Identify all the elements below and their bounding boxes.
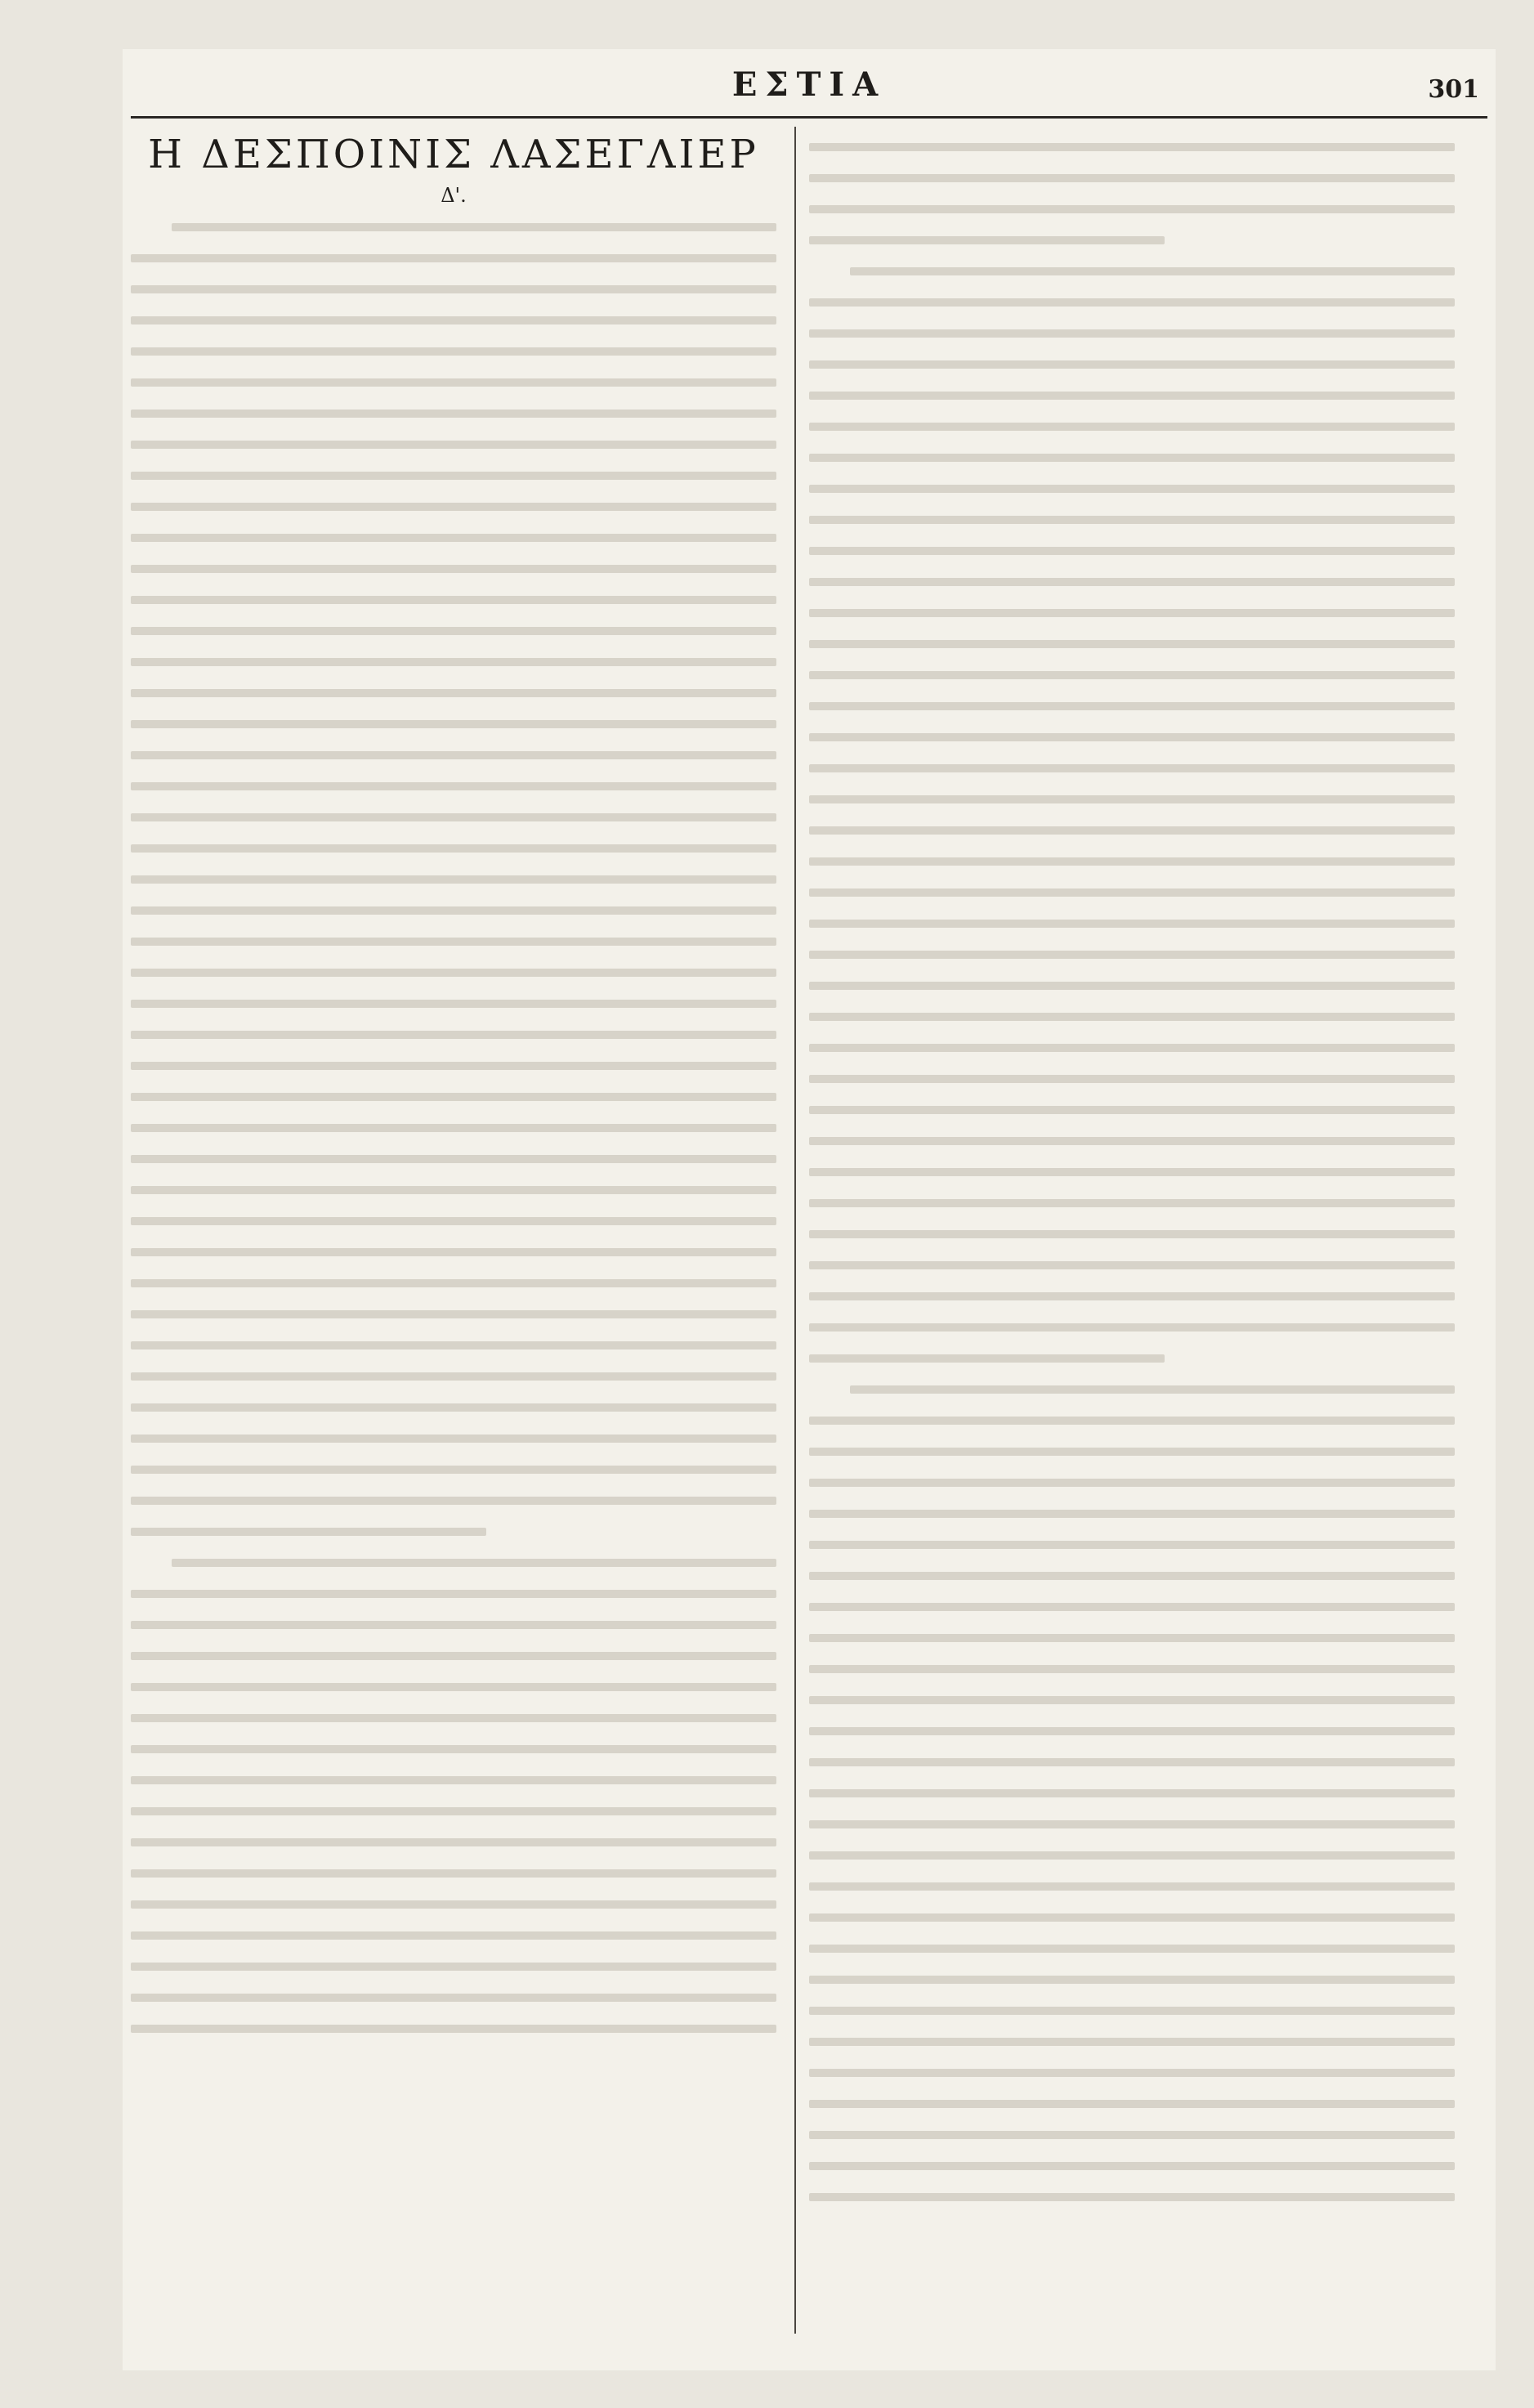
text-line — [809, 1199, 1455, 1207]
right-column — [809, 127, 1455, 2334]
text-line — [809, 609, 1455, 617]
page-number: 301 — [1428, 75, 1479, 104]
text-line — [131, 1466, 776, 1474]
text-line — [809, 764, 1455, 772]
right-column-text — [809, 143, 1455, 2201]
text-line — [809, 2100, 1455, 2108]
text-line — [809, 2069, 1455, 2077]
text-line — [131, 472, 776, 480]
text-line — [809, 578, 1455, 586]
story-heading-block — [131, 127, 776, 207]
text-line — [809, 2193, 1455, 2201]
text-line — [809, 360, 1455, 369]
text-line — [809, 1758, 1455, 1766]
text-line — [809, 1665, 1455, 1673]
text-line — [809, 485, 1455, 493]
left-column-text — [131, 223, 776, 2033]
text-line — [809, 1510, 1455, 1518]
text-line — [131, 1186, 776, 1194]
text-line — [809, 1168, 1455, 1176]
text-line — [131, 844, 776, 853]
text-line — [809, 1448, 1455, 1456]
text-line — [131, 285, 776, 293]
text-line — [131, 1248, 776, 1256]
text-line — [131, 503, 776, 511]
text-line — [131, 1590, 776, 1598]
text-line — [809, 1075, 1455, 1083]
text-line — [131, 1807, 776, 1815]
text-line — [809, 1634, 1455, 1642]
text-line — [131, 1279, 776, 1287]
text-line — [809, 1882, 1455, 1891]
text-line — [131, 658, 776, 666]
header-rule — [131, 116, 1487, 119]
text-line — [809, 454, 1455, 462]
text-line — [809, 329, 1455, 338]
text-line — [809, 143, 1455, 151]
text-line — [131, 1900, 776, 1909]
text-line — [809, 640, 1455, 648]
text-line — [809, 392, 1455, 400]
text-line — [809, 2007, 1455, 2015]
text-line — [809, 1572, 1455, 1580]
text-line — [809, 1261, 1455, 1269]
text-line — [809, 857, 1455, 866]
text-line — [131, 378, 776, 387]
text-line — [850, 267, 1455, 275]
text-line — [131, 720, 776, 728]
text-line — [809, 1417, 1455, 1425]
journal-page — [123, 49, 1496, 2370]
text-line — [131, 1931, 776, 1940]
text-line — [131, 906, 776, 915]
text-line — [131, 596, 776, 604]
text-line — [850, 1385, 1455, 1394]
text-line — [809, 1851, 1455, 1860]
text-line — [172, 223, 776, 231]
column-divider — [794, 127, 796, 2334]
text-line — [809, 1789, 1455, 1797]
text-line — [809, 1230, 1455, 1238]
text-line — [131, 1310, 776, 1318]
text-line — [131, 410, 776, 418]
text-line — [809, 951, 1455, 959]
text-line — [131, 1776, 776, 1784]
text-line — [131, 1838, 776, 1846]
text-line — [809, 1727, 1455, 1735]
text-line — [131, 813, 776, 821]
text-line — [809, 2131, 1455, 2139]
text-line — [131, 1403, 776, 1412]
text-line — [131, 1963, 776, 1971]
text-line — [809, 1541, 1455, 1549]
text-line — [131, 1217, 776, 1225]
text-line — [809, 1044, 1455, 1052]
text-line — [809, 2038, 1455, 2046]
text-line — [131, 254, 776, 262]
text-line — [131, 1031, 776, 1039]
text-line — [131, 938, 776, 946]
text-line — [809, 423, 1455, 431]
section-mark: Δ'. — [441, 184, 467, 207]
text-line — [809, 671, 1455, 679]
text-line — [131, 1621, 776, 1629]
journal-title: ΕΣΤΙΑ — [731, 65, 887, 104]
text-line — [131, 875, 776, 884]
text-line — [809, 1603, 1455, 1611]
text-line — [131, 751, 776, 759]
text-line — [809, 205, 1455, 213]
text-line — [809, 888, 1455, 897]
text-line — [131, 1435, 776, 1443]
text-line — [809, 1820, 1455, 1828]
text-line — [131, 1093, 776, 1101]
text-line — [809, 174, 1455, 182]
text-line — [131, 1994, 776, 2002]
text-line — [131, 1497, 776, 1505]
text-line — [809, 1913, 1455, 1922]
text-line — [131, 316, 776, 324]
text-line — [131, 1652, 776, 1660]
text-line — [809, 1013, 1455, 1021]
text-line — [131, 2025, 776, 2033]
text-line — [809, 1323, 1455, 1332]
text-line — [172, 1559, 776, 1567]
text-line — [131, 1000, 776, 1008]
text-line — [131, 1528, 486, 1536]
text-line — [131, 1155, 776, 1163]
text-line — [809, 702, 1455, 710]
text-line — [131, 969, 776, 977]
text-line — [131, 782, 776, 790]
text-line — [131, 534, 776, 542]
text-line — [809, 826, 1455, 835]
text-line — [809, 1106, 1455, 1114]
text-line — [809, 733, 1455, 741]
text-line — [809, 1137, 1455, 1145]
text-line — [131, 1341, 776, 1349]
text-line — [809, 1354, 1165, 1363]
text-line — [131, 441, 776, 449]
text-line — [131, 1124, 776, 1132]
text-line — [131, 1062, 776, 1070]
left-column — [131, 127, 776, 2334]
text-line — [131, 1745, 776, 1753]
text-line — [131, 1714, 776, 1722]
text-line — [809, 516, 1455, 524]
story-title: Η ΔΕΣΠΟΙΝΙΣ ΛΑΣΕΓΛΙΕΡ — [148, 132, 759, 177]
text-line — [809, 1696, 1455, 1704]
text-line — [809, 236, 1165, 244]
text-line — [131, 1869, 776, 1878]
text-line — [131, 689, 776, 697]
text-line — [131, 1372, 776, 1381]
text-line — [809, 2162, 1455, 2170]
text-line — [131, 1683, 776, 1691]
text-line — [809, 795, 1455, 803]
text-line — [809, 1945, 1455, 1953]
text-line — [131, 347, 776, 356]
text-line — [131, 627, 776, 635]
text-line — [809, 1976, 1455, 1984]
running-head — [123, 57, 1496, 114]
text-line — [809, 298, 1455, 307]
text-line — [809, 1292, 1455, 1300]
text-line — [809, 1479, 1455, 1487]
text-line — [809, 547, 1455, 555]
text-line — [809, 920, 1455, 928]
text-line — [809, 982, 1455, 990]
text-line — [131, 565, 776, 573]
